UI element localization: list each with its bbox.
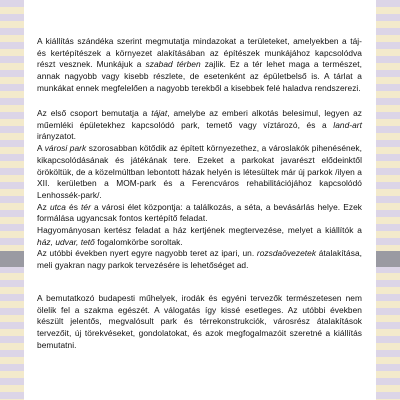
emphasis-text: rozsdaövezetek: [256, 248, 317, 259]
city-park-paragraph: A városi park szorosabban kötődik az épített környezethez, a városlakók pihenésének, kikapcsolódásának és játékának tere. Ezeket a parkokat javarészt elődeinktől örököltük, de a közelmúltban lebontott házak helyén is létesültek már új parkok /ilyen a XII. kerületben a MOM-park és a Ferencváros rehabilitációjához kapcsolódó Lenhossék-park/.: [37, 143, 363, 200]
closing-block: [37, 293, 362, 352]
closing-paragraph: A bemutatkozó budapesti műhelyek, irodák és egyéni tervezők természetesen nem ölelik fel a szakma egészét. A válogatás így kissé esetleges. Az utóbbi években készült jelentős, megvalósult park és térrekonstrukciók, városrész átalakítások tervezőit, új törekvéseket, gondolatokat, és azok megfogalmazóit szeretné a kiállítás bemutatni.: [37, 293, 362, 350]
emphasis-text: városi park: [44, 143, 87, 154]
categories-block: [37, 108, 362, 272]
house-garden-paragraph: Hagyományosan kertész feladat a ház kertjének megtervezése, melyet a kiállítók a ház, udvar, tető fogalomkörbe soroltak.: [37, 225, 362, 247]
landscape-paragraph: Az első csoport bemutatja a tájat, amelybe az emberi alkotás belesimul, legyen az műemléki épületekhez kapcsolódó park, temető vagy víztározó, és a land-art irányzatot.: [37, 108, 362, 142]
street-square-paragraph: Az utca és tér a városi élet központja: a találkozás, a séta, a bevásárlás helye. Ezek formálása ugyancsak fontos kertépítő feladat.: [37, 201, 362, 224]
binding-gutter-right: [376, 251, 400, 267]
emphasis-text: tér: [81, 201, 91, 212]
emphasis-text: szabad térben: [145, 59, 201, 70]
emphasis-text: land-art: [333, 119, 362, 130]
rust-belt-paragraph: Az utóbbi években nyert egyre nagyobb teret az ipari, un. rozsdaövezetek átalakítása, meli gyakran nagy parkok tervezésére is lehetőséget ad.: [37, 248, 363, 271]
intro-paragraph: A kiállítás szándéka szerint megmutatja mindazokat a területeket, amelyekben a táj- és kertépítészek a környezet alakításában az építészek munkájához kapcsolódva részt vesznek. Munkájuk a szabad térben zajlik. Ez a tér lehet maga a természet, annak nagyobb vagy kisebb részlete, de esetenként az épületbelső is. A tárlat a munkákat ennek megfelelően a nagyobb terekből a kisebbek felé haladva rendszerezi.: [37, 36, 362, 93]
intro-block: [37, 36, 362, 95]
emphasis-text: utca: [49, 201, 66, 212]
emphasis-text: tájat: [151, 108, 168, 118]
emphasis-text: ház, udvar, tető: [37, 236, 95, 247]
binding-gutter-left: [0, 251, 24, 267]
